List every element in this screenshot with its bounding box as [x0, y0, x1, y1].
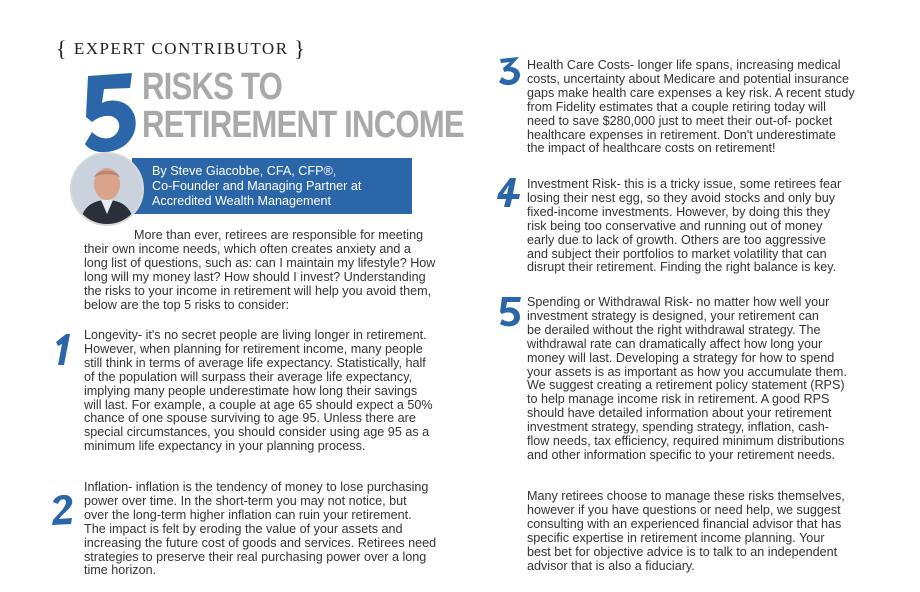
text-line: More than ever, retirees are responsible for meeting: [134, 228, 424, 242]
text-line: risk being too conservative and running out of money: [527, 218, 823, 233]
text-line: implying many people underestimate how long their savings: [84, 383, 418, 398]
risk-5-paragraph: [527, 296, 897, 463]
text-line: their own income needs, which often creates anxiety and a: [84, 241, 411, 256]
text-line: Inflation- inflation is the tendency of money to lose purchasing: [84, 480, 429, 494]
author-line-3: Accredited Wealth Management: [152, 194, 331, 208]
text-line: investment strategy is designed, your retirement can: [527, 308, 819, 323]
text-line: minimum life expectancy in your planning process.: [84, 439, 366, 454]
text-line: however if you have questions or need help, we suggest: [527, 502, 841, 517]
numeral-2-icon: [50, 492, 76, 526]
text-line: increasing the future cost of goods and services. Retirees need: [84, 535, 437, 550]
text-line: the impact of healthcare costs on retirement!: [527, 141, 776, 156]
text-line: However, when planning for retirement income, many people: [84, 341, 423, 356]
author-photo: [70, 152, 144, 226]
text-line: should have detailed information about your retirement: [527, 406, 832, 421]
text-line: costs, uncertainty about Medicare and potential insurance: [527, 71, 850, 86]
numeral-3-icon: [497, 55, 523, 87]
author-byline: [152, 164, 361, 209]
text-line: specific expertise in retirement income planning. Your: [527, 530, 825, 545]
text-line: long list of questions, such as: can I maintain my lifestyle? How: [84, 255, 436, 270]
text-line: below are the top 5 risks to consider:: [84, 297, 290, 312]
text-line: your assets is as important as how you accumulate them.: [527, 364, 847, 379]
text-line: advisor that is also a fiduciary.: [527, 558, 695, 573]
text-line: withdrawal rate can dramatically affect how long your: [527, 336, 823, 351]
text-line: best bet for objective advice is to talk to an independent: [527, 544, 838, 559]
text-line: early due to lack of growth. Others are too aggressive: [527, 232, 826, 247]
text-line: Many retirees choose to manage these risks themselves,: [527, 489, 845, 503]
text-line: over the long-term higher inflation can ruin your retirement.: [84, 507, 412, 522]
text-line: losing their nest egg, so they avoid stocks and only buy: [527, 190, 836, 205]
text-line: chance of one spouse surviving to age 95. Unless there are: [84, 411, 416, 426]
text-line: gaps make health care expenses a key risk. A recent study: [527, 85, 855, 100]
kicker-text: EXPERT CONTRIBUTOR: [73, 39, 289, 58]
text-line: will last. For example, a couple at age 65 should expect a 50%: [84, 397, 433, 412]
kicker-close-brace: }: [294, 36, 307, 61]
text-line: healthcare expenses in retirement. Don't underestimate: [527, 127, 837, 142]
title-line-2: RETIREMENT INCOME: [142, 104, 464, 146]
author-portrait-icon: [72, 154, 142, 224]
text-line: investment strategy, spending strategy, inflation, cash-: [527, 420, 829, 435]
text-line: still think in terms of average life expectancy. Statistically, half: [84, 355, 426, 370]
numeral-4-icon: [496, 176, 522, 208]
risk-4-paragraph: [527, 178, 897, 275]
text-line: and subject their portfolios to market volatility that can: [527, 246, 827, 261]
intro-paragraph: [84, 229, 464, 312]
text-line: special circumstances, you should consider using age 95 as a: [84, 425, 430, 440]
text-line: money will last. Developing a strategy for how to spend: [527, 350, 835, 365]
title-line-1: RISKS TO: [142, 66, 283, 108]
numeral-5-icon: [497, 295, 523, 329]
text-line: We suggest creating a retirement policy statement (RPS): [527, 378, 845, 393]
big-five-numeral-icon: [82, 70, 138, 154]
text-line: long will my money last? How should I invest? Understanding: [84, 269, 426, 284]
text-line: of the population will surpass their average life expectancy,: [84, 369, 413, 384]
text-line: Health Care Costs- longer life spans, increasing medical: [527, 58, 841, 72]
closing-paragraph: [527, 490, 897, 573]
author-line-2: Co-Founder and Managing Partner at: [152, 179, 362, 193]
text-line: Longevity- it's no secret people are living longer in retirement.: [84, 328, 427, 342]
text-line: disrupt their retirement. Finding the right balance is key.: [527, 260, 837, 275]
risk-1-paragraph: [84, 329, 464, 454]
text-line: flow needs, tax efficiency, required minimum distributions: [527, 434, 845, 449]
numeral-1-icon: [52, 332, 74, 366]
section-kicker: [56, 36, 306, 62]
text-line: Investment Risk- this is a tricky issue, some retirees fear: [527, 177, 842, 191]
text-line: fixed-income investments. However, by doing this they: [527, 204, 831, 219]
text-line: and other information specific to your retirement needs.: [527, 447, 836, 462]
author-line-1: By Steve Giacobbe, CFA, CFP®,: [152, 164, 337, 178]
text-line: Spending or Withdrawal Risk- no matter how well your: [527, 295, 830, 309]
article-title: [142, 68, 464, 144]
risk-3-paragraph: [527, 59, 897, 156]
text-line: to help manage income risk in retirement. A good RPS: [527, 392, 830, 407]
risk-2-paragraph: [84, 481, 464, 578]
text-line: need to save $280,000 just to meet their out-of- pocket: [527, 113, 833, 128]
text-line: strategies to preserve their real purchasing power over a long: [84, 549, 427, 564]
text-line: power over time. In the short-term you may not notice, but: [84, 493, 407, 508]
text-line: time horizon.: [84, 563, 157, 578]
text-line: the risks to your income in retirement will help you avoid them,: [84, 283, 432, 298]
text-line: be derailed without the right withdrawal strategy. The: [527, 322, 821, 337]
text-line: consulting with an experienced financial advisor that has: [527, 516, 842, 531]
kicker-open-brace: {: [56, 36, 69, 61]
text-line: The impact is felt by eroding the value of your assets and: [84, 521, 403, 536]
text-line: from Fidelity estimates that a couple retiring today will: [527, 99, 826, 114]
